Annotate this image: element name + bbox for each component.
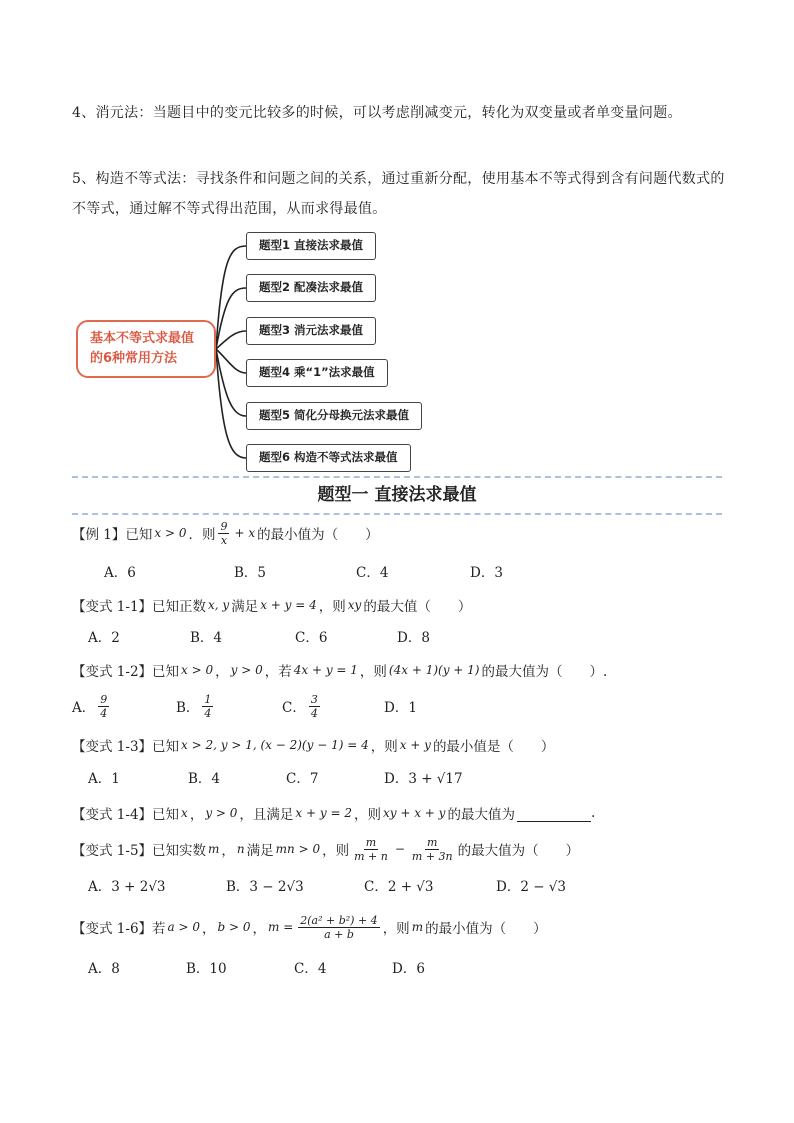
option-a[interactable]: A．6	[104, 565, 136, 581]
text: ，则	[370, 739, 398, 755]
mind-map-leaf-5: 题型5 简化分母换元法求最值	[246, 402, 422, 430]
text: 的最大值为（ ）	[457, 843, 580, 859]
variant-1-3	[72, 728, 554, 762]
option-b[interactable]: B．4	[190, 630, 223, 646]
math: x	[181, 806, 188, 820]
variant-1-6	[72, 910, 547, 944]
text: 已知正数	[152, 599, 207, 615]
text: 的最大值为	[447, 807, 515, 823]
math: x + y	[399, 738, 431, 752]
intro-item-5: 5、构造不等式法：寻找条件和问题之间的关系，通过重新分配，使用基本不等式得到含有问题代数式的不等式，通过解不等式得出范围，从而求得最值。	[72, 171, 725, 217]
math: x > 0	[154, 526, 187, 540]
math: xy	[347, 598, 362, 612]
text: 满足	[246, 843, 274, 859]
center-line-1: 基本不等式求最值	[90, 331, 195, 346]
label: 【变式 1-1】	[72, 599, 153, 615]
text: ，	[189, 807, 204, 823]
text: 已知	[152, 664, 180, 680]
label: 【变式 1-5】	[72, 843, 153, 859]
fraction	[410, 836, 455, 863]
numerator: m	[427, 835, 438, 849]
option-c[interactable]: C．7	[286, 771, 319, 787]
math: x + y = 4	[260, 598, 317, 612]
math: x + y = 2	[295, 806, 352, 820]
option-d[interactable]: D．3 + √17	[384, 771, 463, 787]
variant-1-4	[72, 796, 595, 830]
text: ，若	[264, 664, 292, 680]
option-b[interactable]	[176, 689, 216, 723]
variant-1-5	[72, 832, 579, 866]
option-b[interactable]: B．3 − 2√3	[226, 879, 304, 895]
text: ，	[202, 921, 216, 937]
option-letter: C．	[282, 700, 306, 716]
text: 满足	[231, 599, 259, 615]
math: m	[411, 920, 424, 934]
connector-5	[216, 349, 246, 416]
numerator: 3	[310, 692, 318, 706]
denominator: 4	[204, 706, 212, 720]
answer-blank[interactable]	[517, 805, 591, 822]
math: m =	[268, 920, 294, 934]
numerator: 1	[204, 692, 212, 706]
option-b[interactable]: B．10	[186, 961, 227, 977]
text: ，则	[353, 807, 381, 823]
text: ，	[221, 843, 235, 859]
denominator: m + n	[354, 849, 388, 863]
center-line-2: 的6种常用方法	[90, 351, 178, 366]
text: 已知实数	[152, 843, 207, 859]
section-separator-bottom	[72, 513, 722, 515]
math: x > 2, y > 1, (x − 2)(y − 1) = 4	[181, 738, 369, 752]
intro-item-4: 4、消元法：当题目中的变元比较多的时候，可以考虑削减变元，转化为双变量或者单变量问题。	[72, 105, 682, 121]
denominator: a + b	[324, 927, 354, 941]
option-a[interactable]: A．3 + 2√3	[88, 879, 166, 895]
text: ．则	[188, 527, 216, 543]
option-d[interactable]: D．3	[470, 565, 503, 581]
fraction	[298, 914, 379, 941]
text: 的最大值为（ ）.	[481, 664, 608, 680]
text: ，	[252, 921, 267, 937]
text: ，则	[318, 599, 346, 615]
fraction	[98, 693, 109, 720]
option-a[interactable]: A．2	[88, 630, 120, 646]
math: 4x + y = 1	[293, 663, 358, 677]
option-b[interactable]: B．5	[234, 565, 267, 581]
mind-map-leaf-6: 题型6 构造不等式法求最值	[246, 444, 411, 472]
mind-map	[60, 228, 480, 478]
mind-map-leaf-1: 题型1 直接法求最值	[246, 232, 376, 260]
text: 的最小值为（ ）	[257, 527, 379, 543]
option-c[interactable]: C．4	[294, 961, 327, 977]
math: y > 0	[230, 663, 263, 677]
section-separator-top	[72, 476, 722, 478]
fraction	[352, 836, 390, 863]
label: 【变式 1-4】	[72, 807, 153, 823]
denominator: m + 3n	[411, 849, 453, 863]
option-d[interactable]: D．6	[392, 961, 425, 977]
math: x > 0	[181, 663, 214, 677]
text: 已知	[125, 527, 153, 543]
math: n	[236, 842, 245, 856]
option-c[interactable]: C．2 + √3	[364, 879, 434, 895]
option-c[interactable]: C．6	[295, 630, 328, 646]
fraction	[218, 520, 229, 547]
connector-3	[216, 331, 246, 349]
mind-map-center	[76, 320, 216, 378]
numerator: 2(a² + b²) + 4	[300, 913, 378, 927]
option-d[interactable]: D．8	[397, 630, 430, 646]
mind-map-leaf-2: 题型2 配凑法求最值	[246, 274, 376, 302]
text: ，	[215, 664, 229, 680]
option-a[interactable]: A．1	[88, 771, 120, 787]
denominator: 4	[310, 706, 318, 720]
option-c[interactable]: C．4	[356, 565, 389, 581]
fraction	[202, 693, 213, 720]
mind-map-leaf-4: 题型4 乘“1”法求最值	[246, 359, 388, 387]
option-d[interactable]: D．2 − √3	[496, 879, 566, 895]
math: (4x + 1)(y + 1)	[388, 663, 480, 677]
variant-1-2	[72, 653, 607, 687]
math: + x	[234, 526, 256, 540]
math: m	[208, 842, 220, 856]
math: y > 0	[205, 806, 238, 820]
numerator: 9	[100, 692, 108, 706]
example-1	[72, 516, 379, 550]
option-c[interactable]	[282, 689, 323, 723]
text: 已知	[152, 739, 180, 755]
text: 已知	[152, 807, 180, 823]
option-a[interactable]: A．8	[88, 961, 120, 977]
text: ，则	[382, 921, 410, 937]
mind-map-leaf-3: 题型3 消元法求最值	[246, 317, 376, 345]
math: mn > 0	[275, 842, 321, 856]
numerator: m	[365, 835, 377, 849]
label: 【例 1】	[72, 527, 126, 543]
option-letter: B．	[176, 700, 200, 716]
fraction	[309, 693, 320, 720]
math: a > 0	[167, 920, 201, 934]
math: −	[394, 842, 405, 856]
option-d[interactable]: D．1	[384, 700, 417, 716]
text: ，且满足	[239, 807, 294, 823]
math: x, y	[208, 598, 230, 612]
text: 若	[152, 921, 166, 937]
option-b[interactable]: B．4	[188, 771, 221, 787]
label: 【变式 1-3】	[72, 739, 153, 755]
math: b > 0	[217, 920, 251, 934]
label: 【变式 1-2】	[72, 664, 153, 680]
label: 【变式 1-6】	[72, 921, 153, 937]
text: 的最小值是（ ）	[432, 739, 555, 755]
variant-1-1	[72, 588, 471, 622]
text: 的最大值（ ）	[363, 599, 472, 615]
text: .	[590, 805, 596, 821]
text: ，则	[359, 664, 387, 680]
math: xy + x + y	[382, 806, 446, 820]
denominator: 4	[100, 706, 108, 720]
option-a[interactable]	[72, 689, 112, 723]
text: ，则	[322, 843, 350, 859]
text: 的最小值为（ ）	[425, 921, 547, 937]
numerator: 9	[220, 519, 228, 533]
option-letter: A．	[72, 700, 96, 716]
denominator: x	[220, 533, 228, 547]
section-title: 题型一 直接法求最值	[317, 485, 477, 505]
